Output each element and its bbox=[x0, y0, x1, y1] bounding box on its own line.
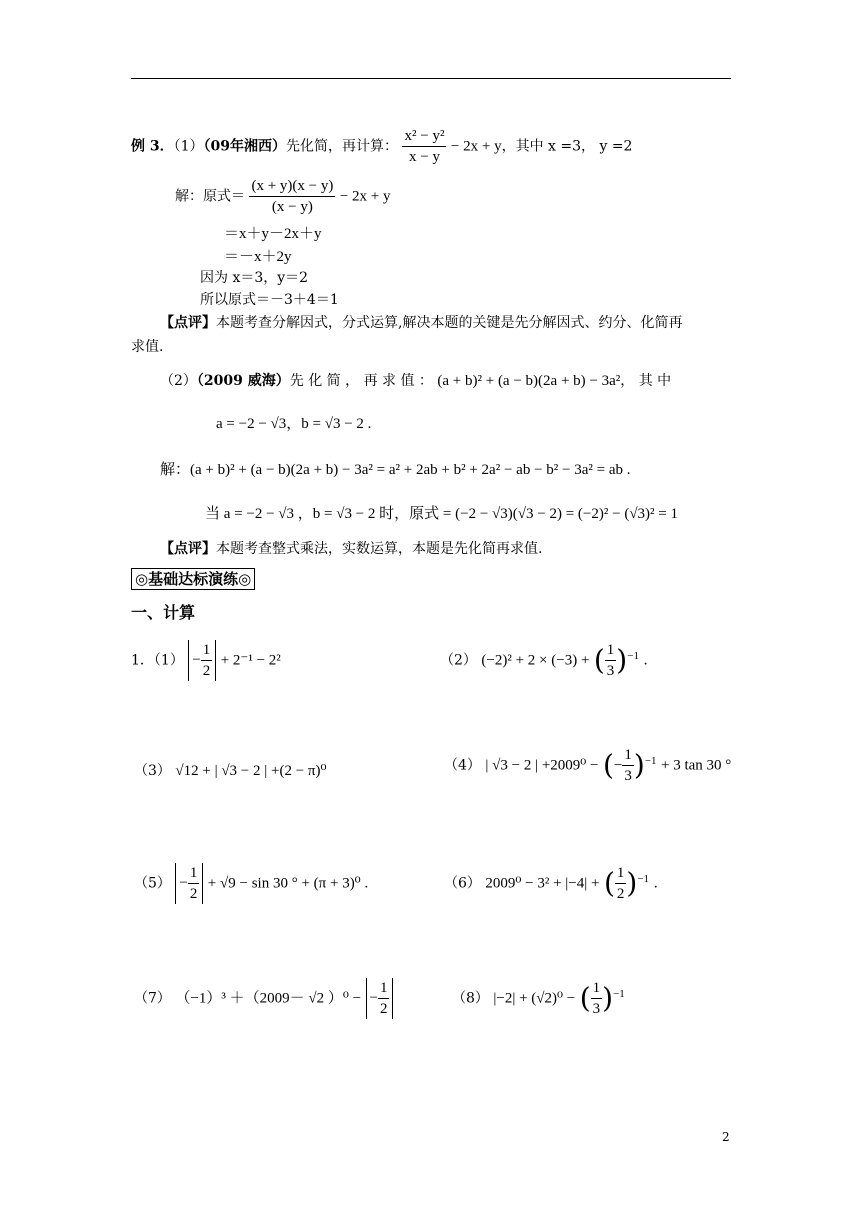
comment2-tag: 【点评】 bbox=[160, 541, 216, 557]
part2-evaluation: 当 a = −2 − √3 ，b = √3 − 2 时，原式 = (−2 − √3)(√3 − 2) = (−2)² − (√3)² = 1 bbox=[205, 506, 678, 522]
part1-intro: 先化简，再计算： bbox=[286, 138, 399, 155]
problem-2: （2） (−2)² + 2 × (−3) + ( $\frac{1}{3}$ )$^{-1}$ . bbox=[440, 642, 648, 679]
comment2 bbox=[160, 538, 542, 558]
solution1-line1 bbox=[175, 176, 390, 217]
part1-number: （1） bbox=[173, 138, 204, 155]
problem-6-expr: 2009⁰ − 3² + |−4| + bbox=[485, 875, 600, 892]
solution1-label: 解：原式＝ bbox=[175, 188, 245, 205]
problem-2-label: （2） bbox=[440, 652, 477, 669]
solution1-step3: ＝－x＋2y bbox=[224, 249, 292, 265]
abs-value: − $\frac{1}{2}$ bbox=[175, 863, 203, 904]
part1-where: ，其中 x =3， y =2 bbox=[501, 138, 633, 155]
problem-7-label: （7） bbox=[134, 990, 171, 1007]
comment1-tag: 【点评】 bbox=[160, 315, 216, 331]
part2-source: （2009 威海） bbox=[196, 373, 290, 389]
problem-4-label: （4） bbox=[444, 757, 481, 774]
example-label: 例 3． bbox=[131, 138, 174, 155]
solution1-step4: 因为 x＝3，y＝2 bbox=[200, 270, 309, 286]
section-box-title: ◎基础达标演练◎ bbox=[131, 568, 255, 589]
comment2-text: 本题考查整式乘法，实数运算，本题是先化简再求值. bbox=[216, 541, 543, 557]
problem-3-label: （3） bbox=[134, 763, 171, 779]
problem-8-expr: |−2| + (√2)⁰ − bbox=[493, 990, 576, 1007]
solution1-fraction: $\frac{(x + y)(x - y)}{(x - y)}$ bbox=[251, 178, 334, 215]
part2-expression: (a + b)² + (a − b)(2a + b) − 3a² bbox=[437, 373, 621, 389]
comment1 bbox=[160, 312, 682, 332]
problem-8: （8） |−2| + (√2)⁰ − ( $\frac{1}{3}$ )$^{-1}$ bbox=[452, 980, 625, 1017]
page-number: 2 bbox=[722, 1130, 730, 1144]
problem-6: （6） 2009⁰ − 3² + |−4| + ( $\frac{1}{2}$ )$^{-1}$ . bbox=[444, 865, 658, 902]
part2-values: a = −2 − √3，b = √3 − 2 . bbox=[216, 416, 372, 432]
example3-line bbox=[131, 126, 632, 167]
part2-intro: 先 化 简 ， 再 求 值 ： bbox=[289, 373, 433, 389]
problem-8-label: （8） bbox=[452, 990, 489, 1007]
problem-5-expr: + √9 − sin 30 ° + (π + 3)⁰ . bbox=[207, 875, 369, 892]
section-heading: 一、计算 bbox=[131, 603, 196, 622]
problem-3 bbox=[134, 760, 327, 780]
solution1-frac-tail: − 2x + y bbox=[339, 188, 391, 205]
problem-6-label: （6） bbox=[444, 875, 481, 892]
comment1-text-cont: 求值. bbox=[131, 339, 164, 355]
solution1-step5: 所以原式＝－3＋4＝1 bbox=[200, 292, 339, 308]
problem-2-expr: (−2)² + 2 × (−3) + bbox=[481, 652, 590, 669]
part2-line bbox=[160, 370, 671, 390]
solution1-step2: ＝x＋y－2x＋y bbox=[224, 226, 322, 242]
problem-3-expr: √12 + | √3 − 2 | +(2 − π)⁰ bbox=[175, 763, 327, 779]
problem-7 bbox=[134, 978, 393, 1019]
part2-where: ， 其 中 bbox=[620, 373, 672, 389]
problem-4: （4） | √3 − 2 | +2009⁰ − (− $\frac{1}{3}$ )$^{-1}$ + 3 tan 30 ° bbox=[444, 747, 732, 784]
problem-4-expr1: | √3 − 2 | +2009⁰ − bbox=[485, 757, 599, 774]
problem-1-tail: + 2⁻¹ − 2² bbox=[220, 652, 281, 669]
problem-1-label: 1．（1） bbox=[131, 652, 184, 669]
header-rule bbox=[131, 78, 731, 79]
problem-1 bbox=[131, 640, 281, 681]
abs-value: − $\frac{1}{2}$ bbox=[188, 640, 216, 681]
problem-5-label: （5） bbox=[134, 875, 171, 892]
problem-4-expr2: + 3 tan 30 ° bbox=[660, 757, 732, 774]
abs-value: − $\frac{1}{2}$ bbox=[366, 978, 394, 1019]
part1-source: （09年湘西） bbox=[203, 138, 287, 155]
part1-expr-tail: − 2x + y bbox=[450, 138, 502, 155]
comment1-text: 本题考查分解因式，分式运算,解决本题的关键是先分解因式、约分、化简再 bbox=[216, 315, 683, 331]
part1-fraction: $\frac{\text{x² − y²}}{x - y}$ bbox=[404, 128, 445, 165]
problem-7-expr: （−1）³ ＋（2009－ √2 ）⁰ − bbox=[175, 990, 362, 1007]
problem-5 bbox=[134, 863, 368, 904]
part2-number: （2） bbox=[160, 373, 197, 389]
part2-solution: 解：(a + b)² + (a − b)(2a + b) − 3a² = a² + 2ab + b² + 2a² − ab − b² − 3a² = ab . bbox=[160, 462, 631, 478]
